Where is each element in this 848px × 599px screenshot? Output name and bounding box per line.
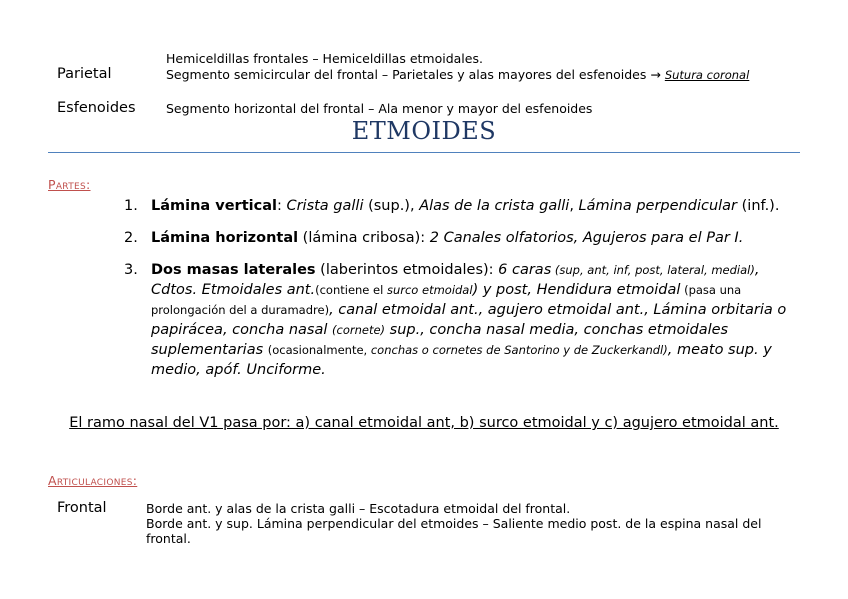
title-rule [48,152,800,153]
item-text: (lámina cribosa): [298,230,430,246]
item-title: Lámina vertical [151,198,277,214]
item-text: (contiene el [315,283,387,297]
item-number: 3. [124,262,138,278]
esfenoides-label: Esfenoides [57,100,136,116]
item-text: , [569,198,579,214]
list-item [124,196,794,216]
item-text: (pasa una prolongación del a duramadre) [151,283,742,317]
list-item [124,228,794,248]
parietal-description: Segmento semicircular del frontal – Parietales y alas mayores del esfenoides → [166,67,665,82]
page-title: ETMOIDES [351,117,497,145]
frontal-label: Frontal [57,500,107,516]
item-text: surco etmoidal [386,283,473,297]
parietal-text [166,67,796,83]
item-text: : [276,198,287,214]
list-item [124,260,794,380]
item-text: (sup.), [363,198,420,214]
item-body [151,228,794,248]
item-text: , meato sup. y medio, apóf. Unciforme. [151,342,772,378]
item-body [151,260,794,380]
hemiceldillas-text: Hemiceldillas frontales – Hemiceldillas etmoidales. [166,51,483,66]
item-text: Alas de la crista galli [419,198,570,214]
item-text: (laberintos etmoidales): [315,262,499,278]
item-text: ) y [472,282,497,298]
item-text: , Cdtos. Etmoidales ant. [151,262,760,298]
item-text: post, Hendidura etmoidal [496,282,681,298]
item-body [151,196,794,216]
item-text: (cornete) [332,323,386,337]
item-number: 2. [124,230,138,246]
item-title: Dos masas laterales [151,262,316,278]
item-text: (sup, ant, inf, post, lateral, medial) [551,263,755,277]
item-text: Lámina perpendicular [578,198,738,214]
articulaciones-heading: Articulaciones: [48,473,138,488]
partes-list [124,196,794,392]
partes-heading: Partes: [48,177,91,192]
item-number: 1. [124,198,138,214]
item-text: conchas o cornetes de Santorino y de Zuckerkandl) [370,343,668,357]
item-text: (inf.). [737,198,780,214]
esfenoides-text: Segmento horizontal del frontal – Ala menor y mayor del esfenoides [166,101,593,116]
item-title: Lámina horizontal [151,230,299,246]
sutura-coronal: Sutura coronal [664,68,750,82]
frontal-articulation [146,501,786,546]
item-text: 6 caras [498,262,552,278]
frontal-line-2: Borde ant. y sup. Lámina perpendicular del etmoides – Saliente medio post. de la espina nasal del frontal. [146,516,762,546]
nasal-branch-note: El ramo nasal del V1 pasa por: a) canal etmoidal ant, b) surco etmoidal y c) agujero etmoidal ant. [69,415,779,431]
frontal-line-1: Borde ant. y alas de la crista galli – Escotadura etmoidal del frontal. [146,501,571,516]
item-text: Crista galli [286,198,364,214]
item-text: 2 Canales olfatorios, Agujeros para el Par I. [429,230,744,246]
parietal-label: Parietal [57,66,112,82]
item-text: sup., concha nasal media, conchas etmoidales suplementarias [151,322,729,358]
item-text: (ocasionalmente, [267,343,371,357]
item-text: , canal etmoidal ant., agujero etmoidal ant., Lámina orbitaria o papirácea, concha nasal [151,302,787,338]
